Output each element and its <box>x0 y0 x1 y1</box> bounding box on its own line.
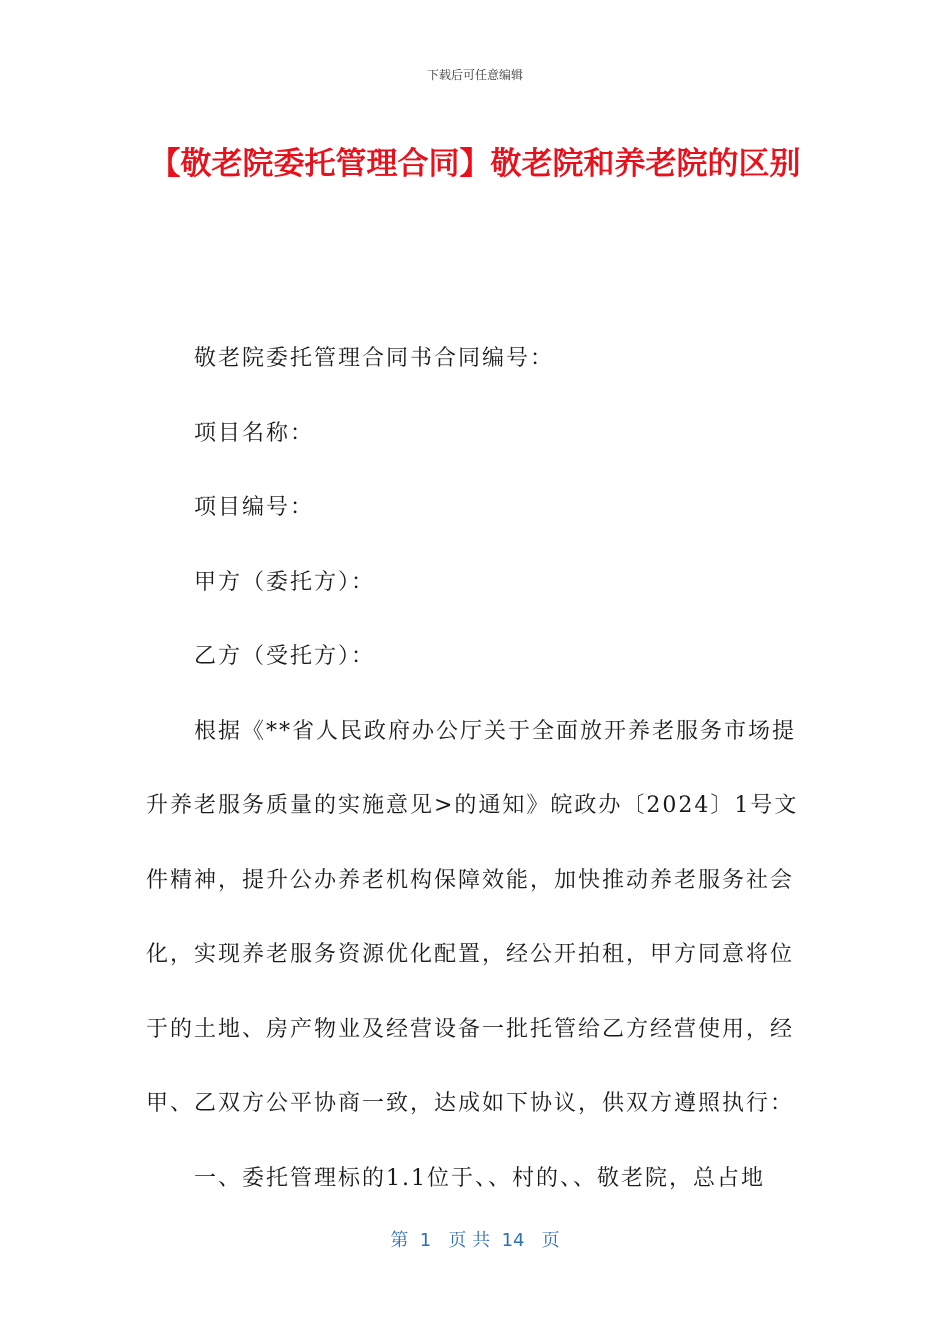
paragraph-contract-number: 敬老院委托管理合同书合同编号： <box>194 346 555 371</box>
page-header-note: 下载后可任意编辑 <box>426 68 523 82</box>
paragraph-section-one: 一、委托管理标的1.1位于、、村的、、敬老院，总占地 <box>194 1165 765 1191</box>
document-body <box>146 322 816 1216</box>
paragraph-party-a: 甲方（委托方）： <box>194 569 376 595</box>
paragraph-project-name: 项目名称： <box>194 420 315 446</box>
paragraph-preamble: 根据《**省人民政府办公厅关于全面放开养老服务市场提升养老服务质量的实施意见>的通知》皖政办〔2024〕1号文件精神，提升公办养老机构保障效能，加快推动养老服务社会化，实现养老服务资源优化配置，经公开拍租，甲方同意将位于的土地、房产物业及经营设备一批托管给乙方经营使用，经甲、乙双方公平协商一致，达成如下协议，供双方遵照执行： <box>146 718 799 1116</box>
document-title: 【敬老院委托管理合同】敬老院和养老院的区别 <box>149 146 801 182</box>
paragraph-party-b: 乙方（受托方）： <box>194 644 376 669</box>
page-footer-page-number: 第 1 页 共 14 页 <box>390 1230 560 1251</box>
paragraph-project-number: 项目编号： <box>194 495 315 520</box>
